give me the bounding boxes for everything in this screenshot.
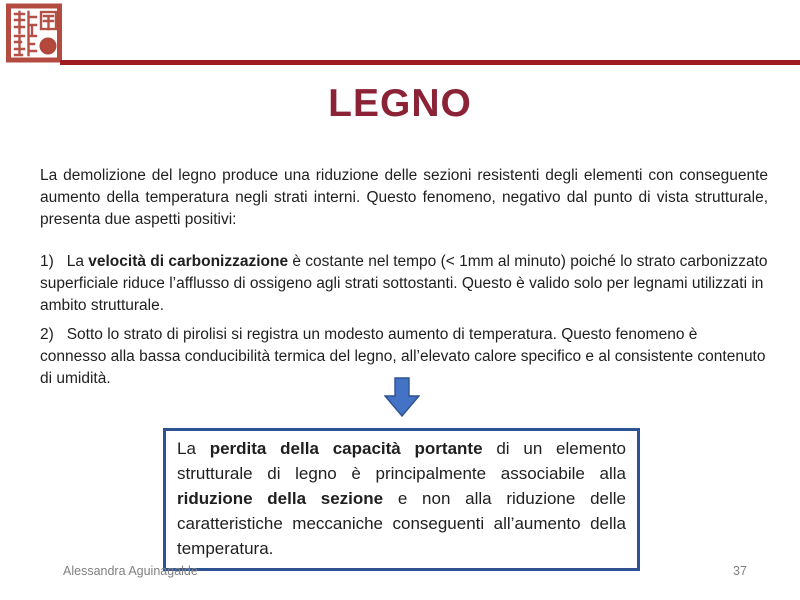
footer-author: Alessandra Aguinagalde	[63, 564, 198, 578]
header-divider-line	[60, 60, 800, 65]
highlight-box	[163, 428, 640, 571]
footer-page-number: 37	[733, 564, 747, 578]
list-item-1: 1) La velocità di carbonizzazione è costante nel tempo (< 1mm al minuto) poiché lo strato carbonizzato superficiale riduce l’afflusso di ossigeno agli strati sottostanti. Questo è valido solo per legnami utilizzati in ambito strutturale.	[40, 252, 768, 314]
slide-title: LEGNO	[328, 82, 472, 125]
seal-stamp-icon	[5, 3, 63, 63]
list-item-2: 2) Sotto lo strato di pirolisi si registra un modesto aumento di temperatura. Questo fenomeno è connesso alla bassa conducibilità termica del legno, all’elevato calore specifico e al consistente contenuto di umidità.	[40, 325, 766, 387]
intro-paragraph: La demolizione del legno produce una riduzione delle sezioni resistenti degli elementi con conseguente aumento della temperatura negli strati interni. Questo fenomeno, negativo dal punto di vista strutturale, presenta due aspetti positivi:	[40, 166, 768, 228]
down-arrow-icon	[384, 377, 420, 417]
highlight-box-text: La perdita della capacità portante di un elemento strutturale di legno è principalmente associabile alla riduzione della sezione e non alla riduzione delle caratteristiche meccaniche conseguenti all’aumento della temperatura.	[177, 439, 626, 558]
